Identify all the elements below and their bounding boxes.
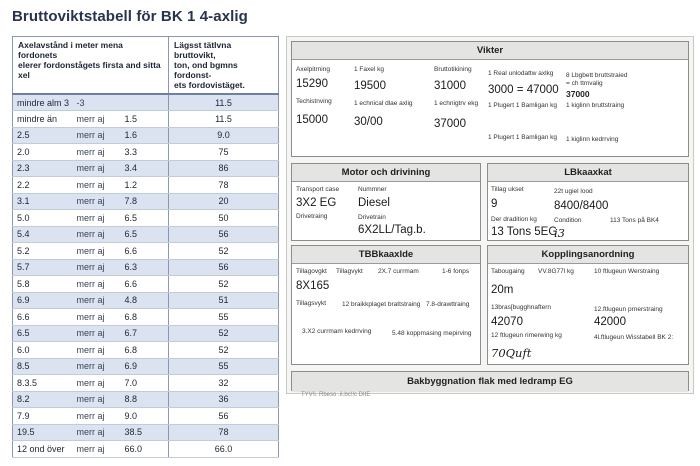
cell-max-distance: 38.5 (121, 424, 169, 441)
table-row (13, 309, 279, 326)
drivetrain2-label: Drivetrain (358, 214, 386, 221)
table-row (13, 375, 279, 392)
tillagsvykt-label: Tillagsvykt (296, 300, 327, 307)
cell-unit: merr aj (73, 177, 121, 194)
cell-max-distance: 1.5 (121, 111, 169, 128)
cell-min-distance: 2.0 (13, 144, 73, 161)
cell-max-distance: 6.7 (121, 325, 169, 342)
rimerwing-value: 70Quft (491, 346, 532, 360)
tillag-weight-value: 8X165 (296, 280, 330, 292)
currmam-label: 2X.7 currmam (378, 268, 419, 275)
cell-gross-weight: 56 (169, 226, 279, 243)
tillag-value: 9 (491, 198, 498, 210)
panel-weights-title: Vikter (292, 42, 688, 60)
tabougaing-label: Tabougaing (491, 268, 525, 275)
real-axle-value: 3000 = 47000 (488, 84, 559, 96)
cell-gross-weight: 52 (169, 243, 279, 260)
cell-max-distance: 7.8 (121, 193, 169, 210)
cell-max-distance: 8.8 (121, 391, 169, 408)
cell-gross-weight: 78 (169, 424, 279, 441)
cell-min-distance: mindre än (13, 111, 73, 128)
cell-min-distance: 2.3 (13, 160, 73, 177)
cell-unit: merr aj (73, 325, 121, 342)
axle-value: 15290 (296, 78, 328, 90)
cell-max-distance: 6.5 (121, 210, 169, 227)
cell-min-distance: 8.2 (13, 391, 73, 408)
cell-max-distance: 6.5 (121, 226, 169, 243)
cell-gross-weight: 36 (169, 391, 279, 408)
prnerstraing-label: 12.ftlugeun prnerstraing (594, 306, 663, 313)
drivetrain-value: 6X2LL/Tag.b. (358, 224, 426, 236)
cell-max-distance: 3.4 (121, 160, 169, 177)
panel-tbk (291, 245, 481, 365)
table-row (13, 424, 279, 441)
cell-max-distance: 6.8 (121, 309, 169, 326)
table-row (13, 342, 279, 359)
cell-min-distance: 2.2 (13, 177, 73, 194)
cell-unit: merr aj (73, 144, 121, 161)
cell-unit: merr aj (73, 358, 121, 375)
draw-label: 7.8-drawttraing (426, 301, 470, 308)
curr2-label: 3.X2 currmam kedrrving (302, 328, 372, 335)
panel-lbk-title: LBkaaxkat (488, 164, 688, 182)
panel-body-build (291, 371, 689, 391)
cell-min-distance: 7.9 (13, 408, 73, 425)
cell-max-distance: 1.2 (121, 177, 169, 194)
cell-unit: merr aj (73, 226, 121, 243)
bg-label-1: 8 Lbgbett bruttstraied (566, 72, 628, 79)
cell-gross-weight: 52 (169, 342, 279, 359)
bg-label-2: = ch ttmvalig (566, 80, 603, 87)
gross-label: Bruttotikining (434, 66, 472, 73)
panel-engine-title: Motor och drivining (292, 164, 480, 182)
cell-max-distance: 9.0 (121, 408, 169, 425)
faded-text-line: TYV!i. Rbeso .iI.bc!!c DIIE (301, 392, 371, 398)
cell-min-distance: 5.7 (13, 259, 73, 276)
cell-gross-weight: 56 (169, 408, 279, 425)
cell-unit: merr aj (73, 342, 121, 359)
cell-min-distance: 6.9 (13, 292, 73, 309)
vv-label: VV.8G77l kg (538, 268, 574, 275)
drad-value: 13 Tons 5EG (491, 226, 558, 238)
tech3-value: 37000 (434, 118, 466, 130)
cell-gross-weight: 66.0 (169, 441, 279, 458)
bras-value: 42070 (491, 316, 523, 328)
cell-max-distance (121, 94, 169, 111)
cell-gross-weight: 32 (169, 375, 279, 392)
cell-gross-weight: 55 (169, 358, 279, 375)
table-row (13, 276, 279, 293)
page-title: Bruttoviktstabell för BK 1 4-axlig (12, 8, 248, 25)
cell-max-distance: 7.0 (121, 375, 169, 392)
panel-weights (291, 41, 689, 157)
cell-unit: merr aj (73, 309, 121, 326)
cell-min-distance: 8.3.5 (13, 375, 73, 392)
tech-label: Techistnving (296, 98, 332, 105)
cell-unit: merr aj (73, 276, 121, 293)
table-row (13, 144, 279, 161)
table-body (13, 94, 279, 457)
tech2-value: 30/00 (354, 116, 383, 128)
cell-min-distance: 5.2 (13, 243, 73, 260)
cell-unit: merr aj (73, 111, 121, 128)
panel-engine (291, 163, 481, 241)
header-axle-distance: Axelavstånd i meter mena fordonets elerer fordonstågets firsta and sitta xel (13, 37, 169, 95)
bg-value: 37000 (566, 89, 590, 99)
number-label: Nummner (358, 186, 387, 193)
table-row (13, 292, 279, 309)
table-row (13, 193, 279, 210)
real-axle-label: 1 Real unlodattw axlkg (488, 70, 554, 77)
kig-label: 1 kiglinn bruttstraing (566, 102, 625, 109)
cell-max-distance: 4.8 (121, 292, 169, 309)
table-header-row (13, 37, 279, 95)
cell-gross-weight: 20 (169, 193, 279, 210)
rimerwing-label: 12 ftlugeun rimerwing kg (491, 332, 562, 339)
tech2-label: 1 echnical dlae axlig (354, 100, 413, 107)
cell-min-distance: 5.0 (13, 210, 73, 227)
cell-min-distance: 6.6 (13, 309, 73, 326)
cell-min-distance: 6.5 (13, 325, 73, 342)
cell-unit: merr aj (73, 424, 121, 441)
transport-case-value: 3X2 EG (296, 197, 337, 209)
kig2-label: 1 kiglinn kedrrving (566, 136, 619, 143)
tillagvykt-label: Tillagvykt (336, 268, 363, 275)
cell-unit: merr aj (73, 292, 121, 309)
table-row (13, 408, 279, 425)
table-row (13, 127, 279, 144)
cell-gross-weight: 9.0 (169, 127, 279, 144)
panel-tbk-title: TBBkaaxlde (292, 246, 480, 264)
koppmasing-label: 5.48 koppmasing mepirving (392, 330, 472, 337)
cell-unit: merr aj (73, 375, 121, 392)
panel-body-build-title: Bakbyggnation flak med ledramp EG (292, 372, 688, 392)
cell-max-distance: 6.6 (121, 243, 169, 260)
cell-unit: merr aj (73, 408, 121, 425)
table-row (13, 226, 279, 243)
gross-weight-table (12, 36, 279, 458)
drivetrain-label: Drivetraing (296, 213, 328, 220)
cell-unit: -3 (73, 94, 121, 111)
tons-label: 113 Tons på BK4 (610, 217, 659, 224)
tillag-label: Tillag ukset (491, 186, 524, 193)
cell-min-distance: 12 ond över (13, 441, 73, 458)
bras-label: 13bras[bugghnaftern (491, 304, 551, 311)
fuel-value: Diesel (358, 197, 390, 209)
axle2-label: 1 Faxel kg (354, 66, 384, 73)
fonps-label: 1-6 fonps (442, 268, 470, 275)
table-row (13, 325, 279, 342)
table-row (13, 243, 279, 260)
cell-unit: merr aj (73, 160, 121, 177)
cell-min-distance: mindre alm 3 (13, 94, 73, 111)
tech-value: 15000 (296, 114, 328, 126)
cell-min-distance: 3.1 (13, 193, 73, 210)
table-row (13, 441, 279, 458)
cell-unit: merr aj (73, 243, 121, 260)
werstraing-label: 10 ftlugeun Werstraing (594, 268, 660, 275)
cell-unit: merr aj (73, 210, 121, 227)
plug-label: 1 Plugert 1 Bamligan kg (488, 102, 558, 109)
cell-min-distance: 6.0 (13, 342, 73, 359)
cell-min-distance: 19.5 (13, 424, 73, 441)
table-row (13, 160, 279, 177)
cell-max-distance: 1.6 (121, 127, 169, 144)
header-gross-weight: Lägsst tätlvna bruttovikt, ton, ond bgmns fordonst- ets fordovistäget. (169, 37, 279, 95)
condition-label: Condition (554, 217, 582, 224)
condition-value: i3 (554, 226, 565, 240)
transport-case-label: Transport case (296, 186, 340, 193)
table-row (13, 358, 279, 375)
cell-max-distance: 6.9 (121, 358, 169, 375)
cell-gross-weight: 78 (169, 177, 279, 194)
cell-gross-weight: 11.5 (169, 94, 279, 111)
panel-lbk (487, 163, 689, 241)
cell-unit: merr aj (73, 391, 121, 408)
cell-min-distance: 5.4 (13, 226, 73, 243)
cell-max-distance: 66.0 (121, 441, 169, 458)
cell-min-distance: 2.5 (13, 127, 73, 144)
load-value: 8400/8400 (554, 200, 609, 212)
panel-coupling-title: Kopplingsanordning (488, 246, 688, 264)
panel-coupling (487, 245, 689, 365)
cell-max-distance: 6.8 (121, 342, 169, 359)
axle-label: Axelpitrning (296, 66, 330, 73)
cell-gross-weight: 51 (169, 292, 279, 309)
cell-gross-weight: 56 (169, 259, 279, 276)
table-row (13, 94, 279, 111)
cell-max-distance: 3.3 (121, 144, 169, 161)
cell-gross-weight: 50 (169, 210, 279, 227)
cell-unit: merr aj (73, 259, 121, 276)
cell-unit: merr aj (73, 193, 121, 210)
table-row (13, 111, 279, 128)
brake-label: 12 braikkplaget brattstraing (342, 301, 421, 308)
cell-min-distance: 5.8 (13, 276, 73, 293)
cell-gross-weight: 55 (169, 309, 279, 326)
axle2-value: 19500 (354, 80, 386, 92)
cell-gross-weight: 11.5 (169, 111, 279, 128)
table-row (13, 259, 279, 276)
cell-unit: merr aj (73, 441, 121, 458)
tech3-label: 1 echnigtrv ekg (434, 100, 479, 107)
cell-gross-weight: 75 (169, 144, 279, 161)
cell-max-distance: 6.6 (121, 276, 169, 293)
cell-max-distance: 6.3 (121, 259, 169, 276)
prnerstraing-value: 42000 (594, 316, 626, 328)
cell-gross-weight: 52 (169, 276, 279, 293)
table-row (13, 391, 279, 408)
table-row (13, 210, 279, 227)
drad-label: Der dradition kg (491, 216, 537, 223)
load-label: 22t ugiel lood (554, 188, 593, 195)
vehicle-document (286, 36, 694, 398)
wisstabell-label: 4l.ftlugeun Wisstabell BK 2: (594, 334, 674, 341)
cell-gross-weight: 86 (169, 160, 279, 177)
tillagovgkt-label: Tillagovgkt (296, 268, 327, 275)
cell-min-distance: 8.5 (13, 358, 73, 375)
cell-gross-weight: 52 (169, 325, 279, 342)
tabougaing-value: 20m (491, 284, 514, 296)
cell-unit: merr aj (73, 127, 121, 144)
plug2-label: 1 Plugert 1 Bamligan kg (488, 134, 558, 141)
table-row (13, 177, 279, 194)
gross-value: 31000 (434, 80, 466, 92)
